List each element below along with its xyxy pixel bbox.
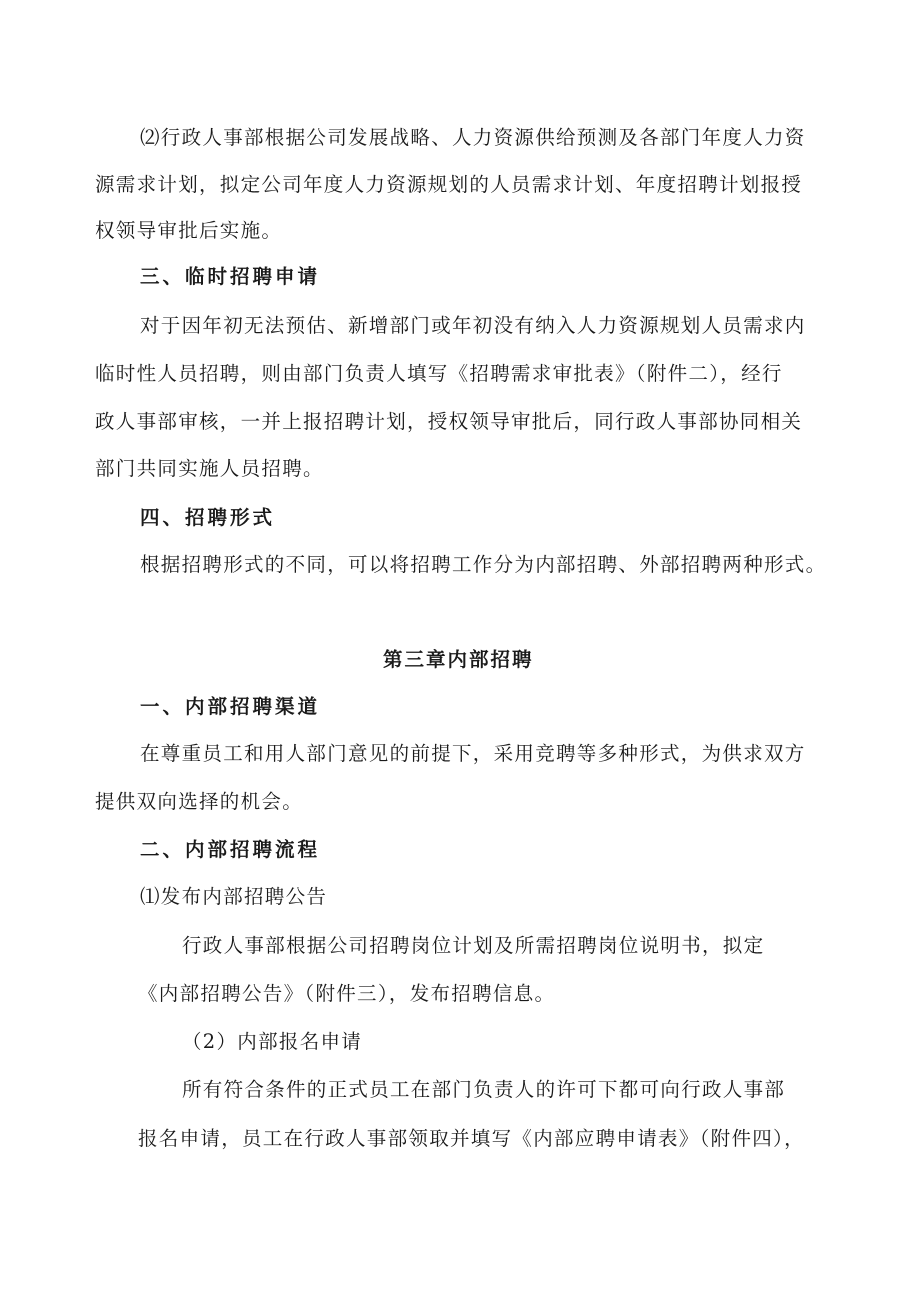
paragraph-line: 权领导审批后实施。	[95, 219, 283, 242]
paragraph-line: 所有符合条件的正式员工在部门负责人的许可下都可向行政人事部	[182, 1078, 786, 1101]
paragraph-line: 提供双向选择的机会。	[95, 790, 304, 813]
paragraph-line: 报名申请，员工在行政人事部领取并填写《内部应聘申请表》（附件四），	[138, 1127, 805, 1150]
section-heading: 四、招聘形式	[140, 506, 276, 529]
step-title: ⑴发布内部招聘公告	[140, 885, 328, 908]
paragraph-line: 在尊重员工和用人部门意见的前提下，采用竞聘等多种形式，为供求双方	[140, 742, 806, 765]
section-heading: 二、内部招聘流程	[140, 838, 321, 861]
paragraph-line: 行政人事部根据公司招聘岗位计划及所需招聘岗位说明书，拟定	[182, 934, 765, 957]
paragraph-line: 根据招聘形式的不同，可以将招聘工作分为内部招聘、外部招聘两种形式。	[140, 553, 827, 576]
section-heading: 一、内部招聘渠道	[140, 695, 321, 718]
paragraph-line: 部门共同实施人员招聘。	[95, 457, 324, 480]
paragraph-line: 源需求计划，拟定公司年度人力资源规划的人员需求计划、年度招聘计划报授	[95, 173, 803, 196]
chapter-title: 第三章内部招聘	[383, 648, 534, 671]
paragraph-line: ⑵行政人事部根据公司发展战略、人力资源供给预测及各部门年度人力资	[140, 126, 806, 149]
paragraph-line: 《内部招聘公告》（附件三），发布招聘信息。	[138, 982, 556, 1005]
step-title: （2）内部报名申请	[182, 1030, 363, 1053]
paragraph-line: 对于因年初无法预估、新增部门或年初没有纳入人力资源规划人员需求内	[140, 314, 806, 337]
paragraph-line: 临时性人员招聘，则由部门负责人填写《招聘需求审批表》（附件二），经行	[95, 362, 783, 385]
section-heading: 三、临时招聘申请	[140, 265, 321, 288]
paragraph-line: 政人事部审核，一并上报招聘计划，授权领导审批后，同行政人事部协同相关	[95, 410, 803, 433]
